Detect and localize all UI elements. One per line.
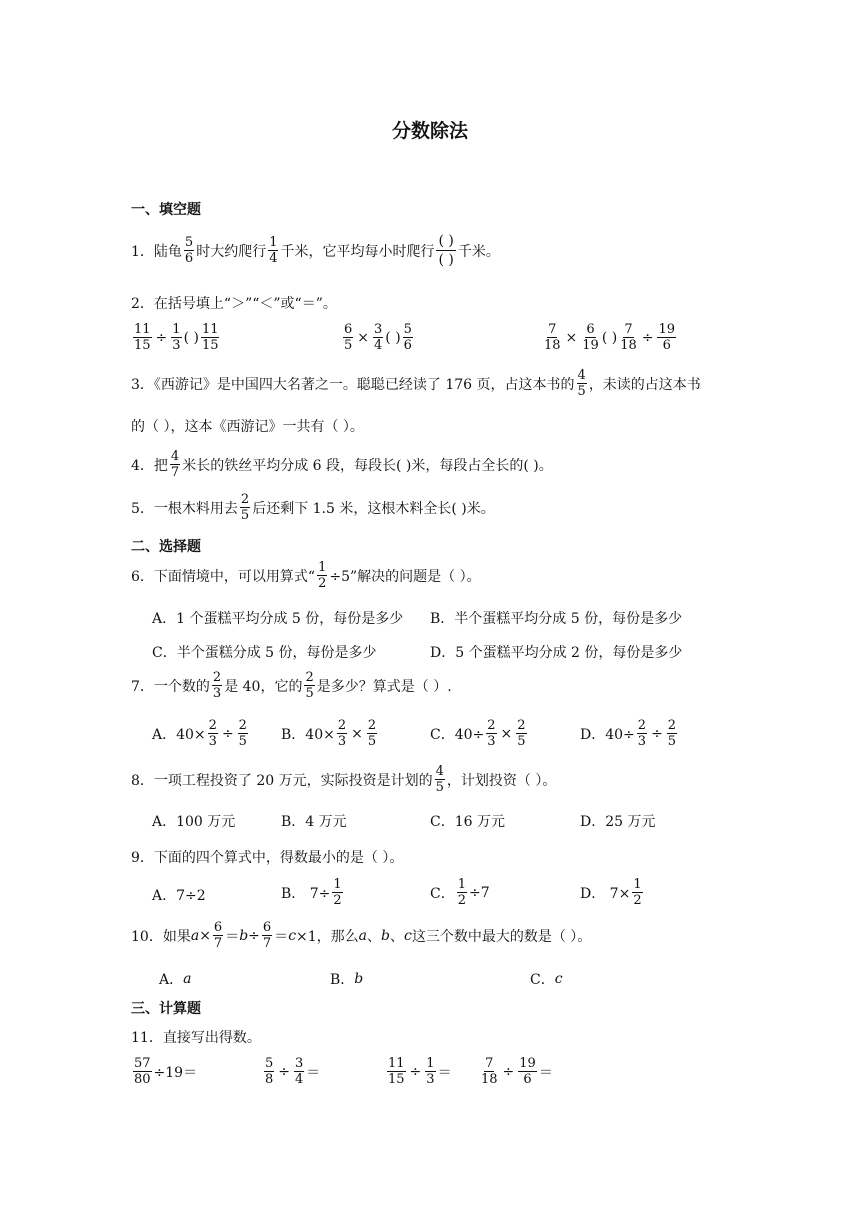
fraction: $\frac{2}{5}$ [667,718,677,749]
q6-option-b[interactable]: B．半个蛋糕平均分成 5 份，每份是多少 [430,611,683,627]
q6-text-a: 6．下面情境中，可以用算式“ [131,568,316,585]
fraction: $\frac{2}{5}$ [517,718,526,749]
q8-option-b[interactable]: B．4 万元 [281,814,347,830]
fraction: $\frac{11}{15}$ [388,1056,405,1087]
q7-option-d[interactable]: D．40÷ $\frac{2}{3}$ ÷ $\frac{2}{5}$ [580,718,677,749]
fraction: $\frac{2}{3}$ [637,718,647,749]
q10-text-a: 10．如果 [131,928,191,945]
section-multiple-choice: 二、选择题 [131,539,201,555]
q10-option-b[interactable]: B． b [330,971,364,988]
q9-option-a[interactable]: A．7÷2 [152,888,206,904]
fraction: $\frac{2}{3}$ [208,718,217,749]
fraction: $\frac{4}{5}$ [435,764,444,795]
fraction: $\frac{5}{6}$ [184,235,194,266]
question-8 [131,764,556,795]
fraction: $\frac{5}{6}$ [403,322,412,353]
variable-a: a [190,927,200,944]
q6-option-c[interactable]: C．半个蛋糕分成 5 份，每份是多少 [152,645,377,661]
fraction: $\frac{2}{3}$ [212,670,222,701]
fraction: $\frac{57}{80}$ [134,1056,151,1087]
q9-option-d[interactable]: D． 7× $\frac{1}{2}$ [580,877,642,908]
fraction: $\frac{1}{3}$ [172,322,181,353]
section-calculation: 三、计算题 [131,1001,201,1017]
q7-option-b[interactable]: B．40× $\frac{2}{3}$ × $\frac{2}{5}$ [281,718,377,749]
fraction: $\frac{3}{4}$ [374,322,383,353]
question-9: 9．下面的四个算式中，得数最小的是（ ）。 [131,850,404,866]
fraction: $\frac{7}{18}$ [481,1056,498,1087]
answer-blank[interactable]: ( ) [601,329,618,346]
answer-blank[interactable]: ( ) [183,329,199,346]
q11-expr-2: $\frac{5}{8}$ ÷ $\frac{3}{4}$ ＝ [265,1056,321,1087]
section-fill-blank: 一、填空题 [131,202,201,218]
q7-text-b: 是 40，它的 [224,678,303,695]
fraction: $\frac{6}{19}$ [582,322,599,353]
variable-b: b [239,927,249,944]
q10-option-c[interactable]: C． c [530,971,563,988]
fraction: $\frac{1}{3}$ [426,1056,435,1087]
question-3-line-2: 的（ ），这本《西游记》一共有（ ）。 [131,419,364,435]
fraction: $\frac{1}{2}$ [318,560,327,591]
q2-expr-2 [341,322,415,353]
q11-expr-4: $\frac{7}{18}$ ÷ $\frac{19}{6}$ ＝ [481,1056,553,1087]
q6-option-a[interactable]: A．1 个蛋糕平均分成 5 份，每份是多少 [152,611,404,627]
question-2: 2．在括号填上“＞”“＜”或“＝”。 [131,296,337,312]
fraction: $\frac{19}{6}$ [658,322,676,353]
q1-text-d: 千米。 [457,243,500,260]
fraction: $\frac{2}{5}$ [305,670,314,701]
q8-text-a: 8．一项工程投资了 20 万元，实际投资是计划的 [131,772,433,789]
q1-text-b: 时大约爬行 [196,243,267,260]
q9-option-b[interactable]: B． 7÷ $\frac{1}{2}$ [281,877,342,908]
q7-option-a[interactable]: A．40× $\frac{2}{3}$ ÷ $\frac{2}{5}$ [152,718,247,749]
fraction: $\frac{7}{18}$ [620,322,637,353]
q9-option-c[interactable]: C． $\frac{1}{2}$ ÷7 [430,877,490,908]
operator: × [357,329,370,346]
operator: ÷ [155,329,168,346]
q8-text-b: ，计划投资（ ）。 [446,772,557,789]
q7-text-c: 是多少？算式是（ ）. [316,678,452,695]
fraction: $\frac{2}{5}$ [367,718,377,749]
q3-text-b: ，未读的占这本书 [588,376,701,393]
q4-text-b: 米长的铁丝平均分成 6 段，每段长( )米，每段占全长的( )。 [182,457,553,474]
q8-option-c[interactable]: C．16 万元 [430,814,505,830]
fraction: $\frac{11}{15}$ [201,322,219,353]
answer-blank-fraction[interactable]: $\frac{( )}{( )}$ [438,233,454,268]
fraction: $\frac{4}{7}$ [170,449,180,480]
q10-option-a[interactable]: A． a [159,971,192,988]
fraction: $\frac{2}{3}$ [337,718,347,749]
fraction: $\frac{6}{7}$ [213,920,223,951]
operator: ÷ [221,725,234,742]
q3-text-a: 3．《西游记》是中国四大名著之一。聪聪已经读了 176 页，占这本书的 [131,376,575,393]
fraction: $\frac{5}{8}$ [265,1056,274,1087]
answer-blank[interactable]: ( ) [385,329,401,346]
q4-text-a: 4．把 [131,457,168,474]
question-10: 10．如果 a × $\frac{6}{7}$ ＝ b ÷ $\frac{6}{7}$ ＝ c ×1，那么 a 、 b 、 c 这三个数中最大的数是（ ）。 [131,920,592,951]
q1-text-a: 1．陆龟 [131,243,182,260]
fraction: $\frac{4}{5}$ [577,368,586,399]
fraction: $\frac{19}{6}$ [519,1056,536,1087]
fraction: $\frac{7}{18}$ [544,322,561,353]
question-7 [131,670,452,701]
question-5 [131,492,495,523]
q7-text-a: 7．一个数的 [131,678,210,695]
fraction: $\frac{6}{7}$ [262,920,272,951]
q5-text-b: 后还剩下 1.5 米，这根木料全长( )米。 [252,500,495,517]
fraction: $\frac{1}{4}$ [269,235,278,266]
q8-option-a[interactable]: A．100 万元 [152,814,236,830]
operator: ÷ [651,725,663,742]
fraction: $\frac{6}{5}$ [344,322,353,353]
operator: × [500,725,513,742]
q2-expr-1 [131,322,221,353]
operator: ÷ [641,329,654,346]
question-3 [131,368,701,399]
fraction: $\frac{1}{2}$ [457,877,466,908]
fraction: $\frac{2}{5}$ [240,492,250,523]
q1-text-c: 千米，它平均每小时爬行 [280,243,435,260]
fraction: $\frac{11}{15}$ [134,322,151,353]
variable-c: c [288,927,297,944]
q5-text-a: 5．一根木料用去 [131,500,238,517]
fraction: $\frac{3}{4}$ [295,1056,304,1087]
operator: × [565,329,578,346]
q7-option-c[interactable]: C．40÷ $\frac{2}{3}$ × $\frac{2}{5}$ [430,718,526,749]
question-11: 11．直接写出得数。 [131,1030,261,1046]
q6-text-b: ÷5”解决的问题是（ ）。 [329,568,481,585]
q11-expr-3: $\frac{11}{15}$ ÷ $\frac{1}{3}$ ＝ [388,1056,452,1087]
operator: × [351,725,363,742]
q11-expr-1: $\frac{57}{80}$ ÷19＝ [134,1056,198,1087]
question-1 [131,232,500,269]
q8-option-d[interactable]: D．25 万元 [580,814,656,830]
question-4 [131,449,553,480]
fraction: $\frac{1}{2}$ [333,877,342,908]
fraction: $\frac{2}{5}$ [238,718,247,749]
fraction: $\frac{2}{3}$ [487,718,496,749]
q2-expr-3 [541,322,678,353]
q6-option-d[interactable]: D．5 个蛋糕平均分成 2 份，每份是多少 [430,645,683,661]
question-6 [131,560,481,591]
fraction: $\frac{1}{2}$ [633,877,642,908]
page-title: 分数除法 [391,120,468,142]
